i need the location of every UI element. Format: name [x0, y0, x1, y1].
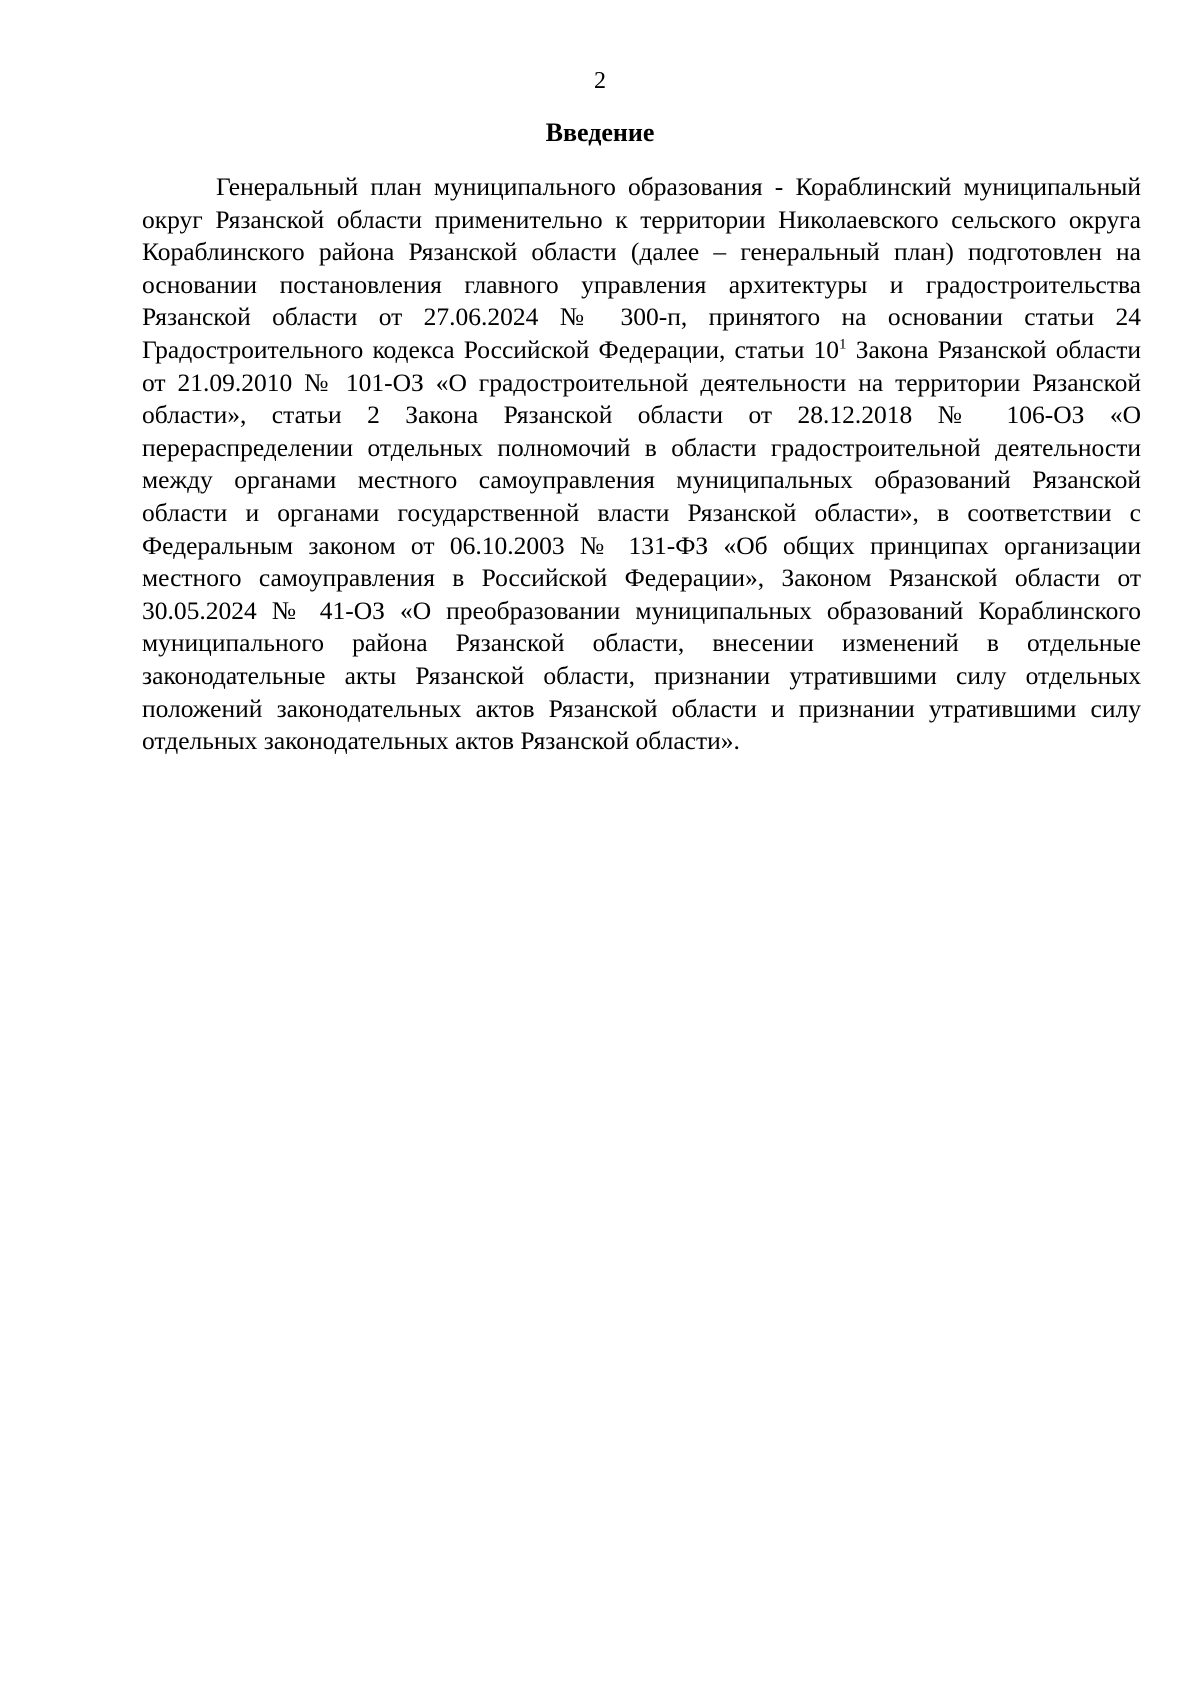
- section-heading: Введение: [545, 118, 655, 147]
- intro-paragraph: [142, 171, 1141, 758]
- page-number: 2: [594, 68, 606, 94]
- paragraph-text-part2: Закона Рязанской области от 21.09.2010 № 101-ОЗ «О градостроительной деятельности на территории Рязанской области», статьи 2 Закона Рязанской области от 28.12.2018 № 106-ОЗ «О перераспределении отдельных полномочий в области градостроительной деятельности между органами местного самоуправления муниципальных образований Рязанской области и органами государственной власти Рязанской области», в соответствии с Федеральным законом от 06.10.2003 № 131-ФЗ «Об общих принципах организации местного самоуправления в Российской Федерации», Законом Рязанской области от 30.05.2024 № 41-ОЗ «О преобразовании муниципальных образований Кораблинского муниципального района Рязанской области, внесении изменений в отдельные законодательные акты Рязанской области, признании утратившими силу отдельных положений законодательных актов Рязанской области и признании утратившими силу отдельных законодательных актов Рязанской области».: [142, 334, 1141, 756]
- paragraph-text-part1: Генеральный план муниципального образования - Кораблинский муниципальный округ Рязанской области применительно к территории Николаевского сельского округа Кораблинского района Рязанской области (далее – генеральный план) подготовлен на основании постановления главного управления архитектуры и градостроительства Рязанской области от 27.06.2024 № 300-п, принятого на основании статьи 24 Градостроительного кодекса Российской Федерации, статьи 10: [142, 172, 1141, 364]
- paragraph-superscript: 1: [839, 336, 847, 353]
